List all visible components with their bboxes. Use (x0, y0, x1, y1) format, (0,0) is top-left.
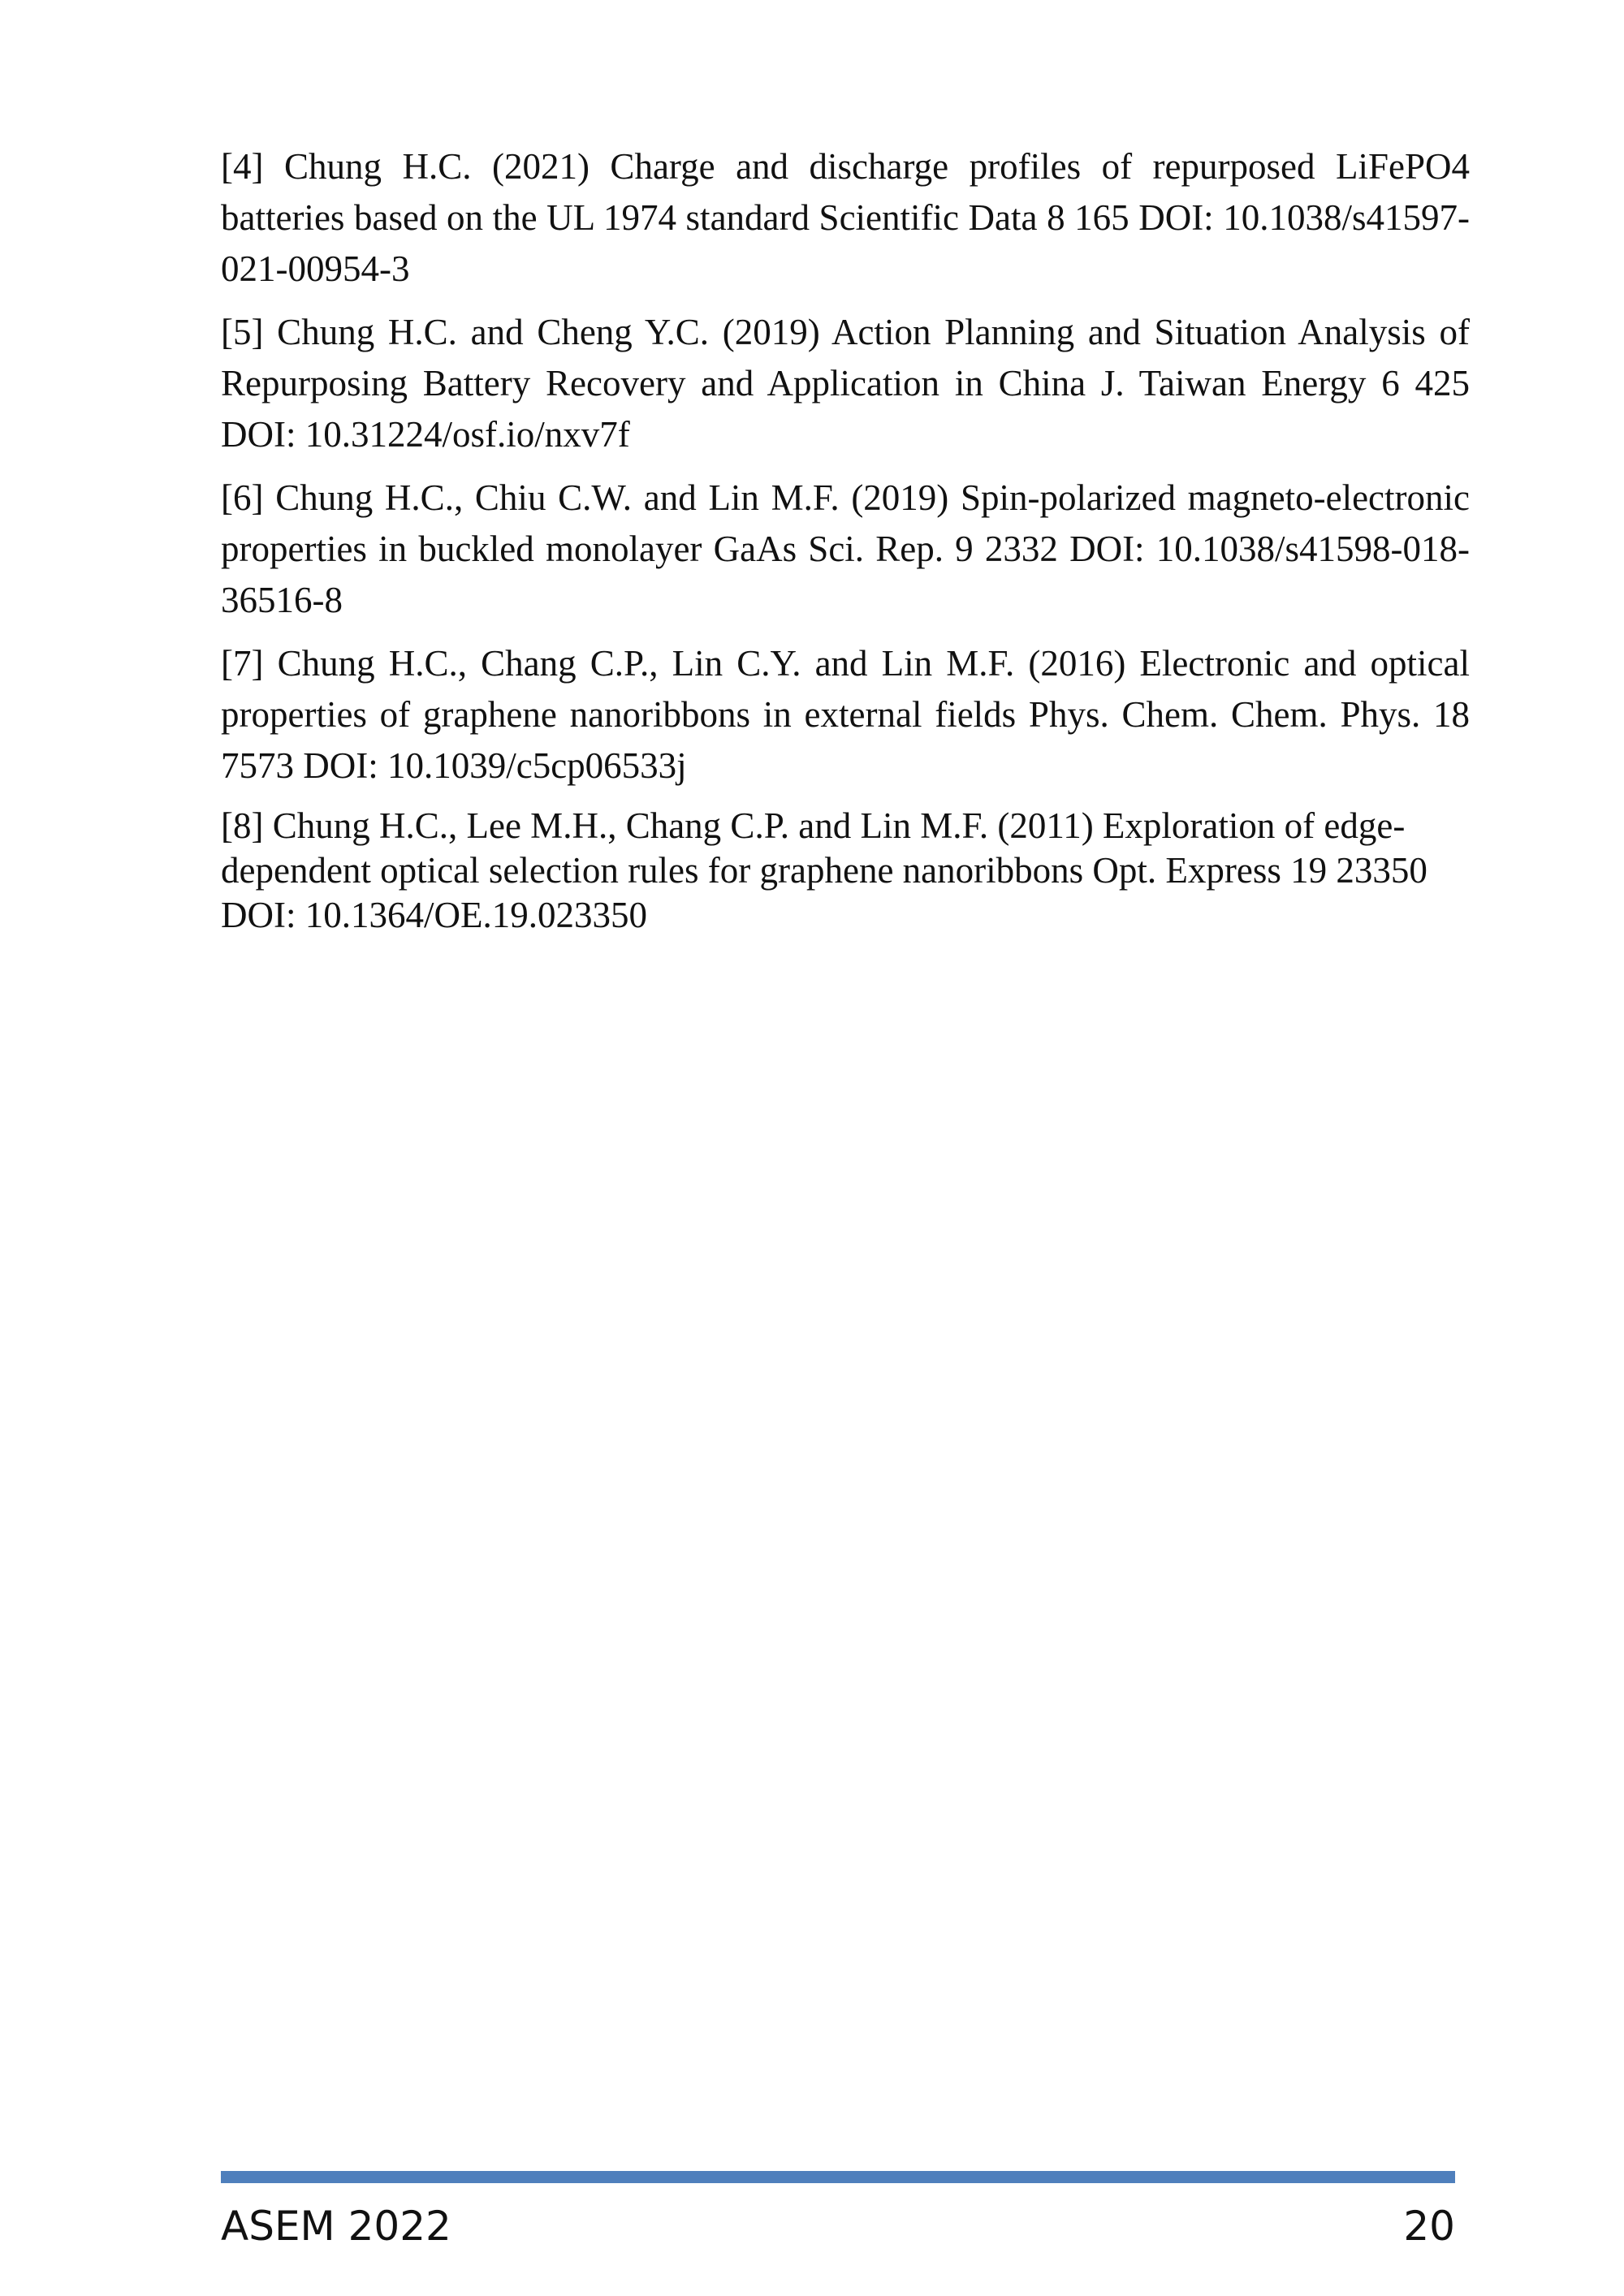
reference-item-7: [7] Chung H.C., Chang C.P., Lin C.Y. and Lin M.F. (2016) Electronic and optical properties of graphene nanoribbons in external fields Phys. Chem. Chem. Phys. 18 7573 DOI: 10.1039/c5cp06533j (221, 643, 1470, 786)
footer-conference-name: ASEM 2022 (221, 2203, 451, 2250)
reference-item-4: [4] Chung H.C. (2021) Charge and discharge profiles of repurposed LiFePO4 batteries based on the UL 1974 standard Scientific Data 8 165 DOI: 10.1038/s41597-021-00954-3 (221, 146, 1470, 289)
reference-item-8: [8] Chung H.C., Lee M.H., Chang C.P. and Lin M.F. (2011) Exploration of edge-dependent optical selection rules for graphene nanoribbons Opt. Express 19 23350 DOI: 10.1364/OE.19.023350 (221, 805, 1427, 935)
footer-divider (221, 2171, 1455, 2183)
reference-item-6: [6] Chung H.C., Chiu C.W. and Lin M.F. (2019) Spin-polarized magneto-electronic properties in buckled monolayer GaAs Sci. Rep. 9 2332 DOI: 10.1038/s41598-018-36516-8 (221, 477, 1470, 620)
reference-list (221, 141, 1470, 950)
reference-item-5: [5] Chung H.C. and Cheng Y.C. (2019) Action Planning and Situation Analysis of Repurposing Battery Recovery and Application in China J. Taiwan Energy 6 425 DOI: 10.31224/osf.io/nxv7f (221, 312, 1470, 455)
page-number: 20 (1403, 2203, 1455, 2250)
